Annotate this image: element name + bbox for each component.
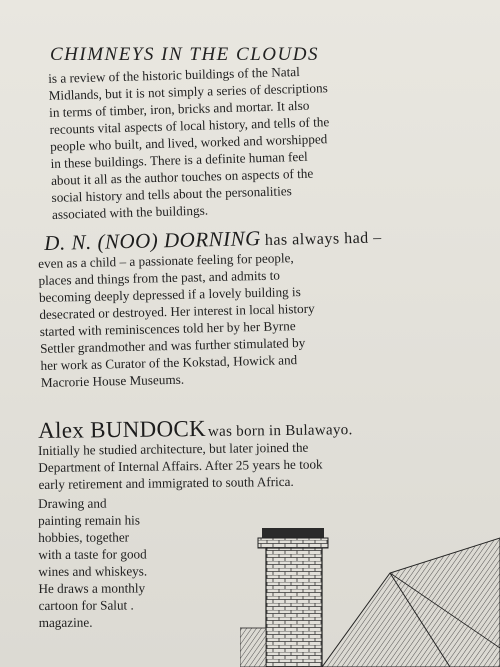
illustrator-line: early retirement and immigrated to south Africa. [38,473,294,492]
author-line: desecrated or destroyed. Her interest in local history [39,300,315,322]
author-name: D. N. (NOO) DORNING [44,226,262,255]
author-first-line: has always had – [264,229,382,249]
author-line: Settler grandmother and was further stimulated by [39,334,306,356]
intro-line: Midlands, but it is not simply a series of descriptions [48,80,328,103]
author-line: becoming deeply depressed if a lovely building is [38,284,301,305]
illustrator-first-line: was born in Bulawayo. [207,422,353,440]
illustrator-line: Department of Internal Affairs. After 25 years he took [38,456,323,475]
author-paragraph [38,249,316,391]
intro-line: associated with the buildings. [51,202,209,222]
illustrator-line: Initially he studied architecture, but later joined the [38,439,309,458]
illustrator-side-line: wines and whiskeys. [38,563,148,579]
author-line: started with reminiscences told her by her Byrne [39,318,296,339]
illustrator-paragraph [38,439,323,493]
author-line: even as a child – a passionate feeling for people, [38,250,294,271]
illustrator-side-line: painting remain his [38,512,140,528]
author-line: Macrorie House Museums. [40,371,185,390]
illustrator-name: Alex BUNDOCK [38,415,207,443]
illustrator-side-line: cartoon for Salut . [38,597,134,613]
author-line: places and things from the past, and admits to [38,267,281,288]
illustrator-side-line: He draws a monthly [38,580,146,596]
illustrator-side-line: magazine. [38,614,93,630]
intro-line: is a review of the historic buildings of the Natal [48,63,300,86]
intro-line: recounts vital aspects of local history, and tells of the [49,114,330,137]
intro-paragraph [48,62,332,223]
illustrator-side-line: with a taste for good [38,546,147,562]
book-title: CHIMNEYS IN THE CLOUDS [50,44,319,65]
intro-line: in terms of timber, iron, bricks and mortar. It also [48,97,310,120]
illustrator-side-line: hobbies, together [38,529,130,545]
intro-line: about it all as the author touches on aspects of the [50,165,314,188]
intro-line: people who built, and lived, worked and worshipped [49,131,328,154]
author-line: her work as Curator of the Kokstad, Howick and [40,352,298,373]
intro-line: social history and tells about the personalities [51,183,292,205]
chimney-sketch-illustration [240,498,500,667]
illustrator-side-line: Drawing and [38,495,107,511]
intro-line: in these buildings. There is a definite human feel [50,148,308,171]
illustrator-side-paragraph [38,494,148,631]
